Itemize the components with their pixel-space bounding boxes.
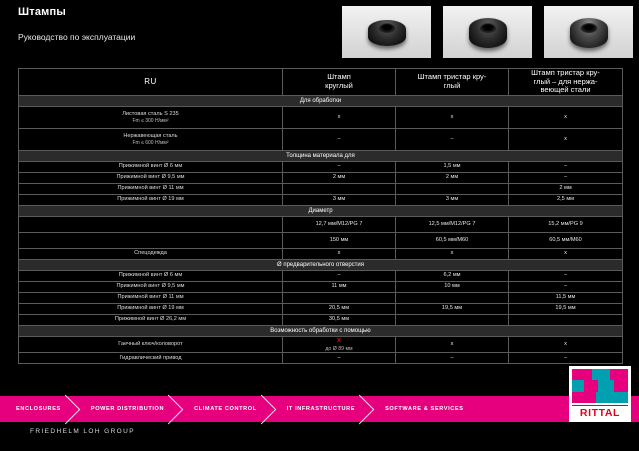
cell-value: x (509, 128, 623, 150)
table-row (19, 161, 623, 172)
row-label: Гаечный ключ/коловорот (19, 336, 283, 352)
cell-value: x (396, 106, 509, 128)
cell-value: 20,5 мм (283, 303, 396, 314)
column-header-line2: глый (443, 80, 461, 90)
section-header-processing (19, 95, 623, 106)
nav-item-enclosures[interactable] (0, 396, 75, 422)
row-label: Прижимной винт Ø 6 мм (19, 270, 283, 281)
section-title: Ø предварительного отверстия (19, 259, 623, 270)
table-row (19, 232, 623, 248)
column-header-line2: круглый (325, 80, 353, 90)
cell-value: 1,5 мм (396, 161, 509, 172)
table-row (19, 353, 623, 364)
section-header-diameter (19, 205, 623, 216)
stamp-round-image (368, 20, 406, 46)
photo-stamp-tristar-round (443, 6, 532, 58)
row-sublabel-text: Fm ≤ 300 Н/мм² (132, 117, 169, 124)
cell-value (509, 314, 623, 325)
cell-value: x (396, 336, 509, 352)
nav-item-it-infrastructure[interactable] (271, 396, 369, 422)
cell-value: – (396, 353, 509, 364)
photo-background (443, 6, 532, 58)
row-label (19, 128, 283, 150)
section-title: Толщина материала для (19, 150, 623, 161)
section-title: Для обработки (19, 95, 623, 106)
row-label (19, 232, 283, 248)
spec-table (18, 68, 623, 364)
row-label: Прижимной винт Ø 9,5 мм (19, 281, 283, 292)
nav-item-label: ENCLOSURES (16, 406, 61, 412)
table-row (19, 106, 623, 128)
table-row (19, 336, 623, 352)
cell-value: 12,5 мм/M12/PG 7 (396, 216, 509, 232)
nav-item-label: POWER DISTRIBUTION (90, 406, 165, 412)
cell-mark: x (337, 336, 341, 344)
spec-table-container (18, 68, 622, 364)
column-header-stamp-round (283, 69, 396, 96)
row-label: Гидравлический привод (19, 353, 283, 364)
logo-blocks-graphic (572, 369, 628, 403)
cell-value: – (283, 270, 396, 281)
row-label: Прижимной винт Ø 19 мм (19, 194, 283, 205)
stamp-tristar-stainless-image (570, 18, 608, 48)
cell-value: – (509, 353, 623, 364)
row-label: Прижимной винт Ø 11 мм (19, 183, 283, 194)
cell-value (396, 292, 509, 303)
photo-stamp-round (342, 6, 431, 58)
section-header-material-thickness (19, 150, 623, 161)
cell-value: 2 мм (283, 172, 396, 183)
table-row (19, 172, 623, 183)
page-subtitle: Руководство по эксплуатации (18, 32, 136, 42)
photo-background (544, 6, 633, 58)
cell-value: – (283, 161, 396, 172)
nav-item-label: CLIMATE CONTROL (194, 406, 257, 412)
nav-item-software-services[interactable] (369, 396, 477, 422)
column-header-line1: Штамп (327, 72, 351, 82)
section-title: Диаметр (19, 205, 623, 216)
nav-item-climate-control[interactable] (178, 396, 271, 422)
column-header-ru: RU (19, 69, 283, 96)
cell-value: 6,2 мм (396, 270, 509, 281)
table-header-row (19, 69, 623, 96)
cell-value: 60,5 мм/M60 (509, 232, 623, 248)
table-row (19, 216, 623, 232)
row-label (19, 106, 283, 128)
cell-value (283, 183, 396, 194)
cell-value: 19,5 мм (396, 303, 509, 314)
row-sublabel-text: Fm ≤ 600 Н/мм² (132, 139, 169, 146)
table-row (19, 292, 623, 303)
cell-value: – (283, 353, 396, 364)
cell-value: x (509, 336, 623, 352)
cell-value (396, 183, 509, 194)
cell-value: 150 мм (283, 232, 396, 248)
column-header-stamp-tristar-stainless (509, 69, 623, 96)
cell-value: x (509, 106, 623, 128)
row-label-text: Нержавеющая сталь (123, 132, 178, 139)
photo-background (342, 6, 431, 58)
cell-value: – (509, 270, 623, 281)
row-label: Прижимной винт Ø 11 мм (19, 292, 283, 303)
cell-value: 10 мм (396, 281, 509, 292)
brand-nav-bar (0, 396, 639, 422)
nav-items (0, 396, 560, 422)
cell-value: 3 мм (283, 194, 396, 205)
logo-wordmark: RITTAL (572, 405, 628, 419)
table-row (19, 194, 623, 205)
row-label: Спецодежда (19, 248, 283, 259)
cell-value: – (509, 161, 623, 172)
cell-value: – (283, 128, 396, 150)
column-header-line1: Штамп тристар кру- (417, 72, 487, 82)
cell-value: 11,5 мм (509, 292, 623, 303)
nav-item-label: IT INFRASTRUCTURE (286, 406, 356, 412)
column-header-line2: глый – для нержа- (533, 76, 598, 86)
row-label: Прижимной винт Ø 26,2 мм (19, 314, 283, 325)
table-row (19, 314, 623, 325)
footer-group-name: FRIEDHELM LOH GROUP (30, 428, 135, 435)
section-title: Возможность обработки с помощью (19, 325, 623, 336)
cell-value: 15,2 мм/PG 9 (509, 216, 623, 232)
cell-value: 2 мм (509, 183, 623, 194)
product-photos (342, 6, 634, 58)
table-row (19, 248, 623, 259)
cell-value: 2 мм (396, 172, 509, 183)
column-header-line3: веющей стали (540, 85, 591, 95)
nav-item-label: SOFTWARE & SERVICES (385, 406, 464, 412)
section-header-tooling (19, 325, 623, 336)
cell-value: 12,7 мм/M12/PG 7 (283, 216, 396, 232)
cell-value: x (509, 248, 623, 259)
row-label: Прижимной винт Ø 9,5 мм (19, 172, 283, 183)
cell-value: 11 мм (283, 281, 396, 292)
row-label: Прижимной винт Ø 19 мм (19, 303, 283, 314)
cell-value: 60,5 мм/M60 (396, 232, 509, 248)
table-row (19, 183, 623, 194)
rittal-logo (569, 366, 631, 422)
page-header (0, 0, 639, 64)
photo-stamp-tristar-round-stainless (544, 6, 633, 58)
nav-item-power-distribution[interactable] (75, 396, 178, 422)
cell-value: 30,5 мм (283, 314, 396, 325)
cell-value: x (283, 106, 396, 128)
table-row (19, 270, 623, 281)
cell-value: – (509, 281, 623, 292)
cell-value: – (509, 172, 623, 183)
table-row (19, 303, 623, 314)
stamp-tristar-image (469, 18, 507, 48)
cell-value (283, 336, 396, 352)
cell-value: x (396, 248, 509, 259)
section-header-pilot-hole (19, 259, 623, 270)
table-row (19, 128, 623, 150)
cell-value: 3 мм (396, 194, 509, 205)
column-header-line1: Штамп тристар кру- (531, 68, 600, 77)
table-row (19, 281, 623, 292)
cell-note: до Ø 89 мм (325, 345, 353, 352)
cell-value: 2,5 мм (509, 194, 623, 205)
column-header-stamp-tristar (396, 69, 509, 96)
cell-value: x (283, 248, 396, 259)
cell-value (396, 314, 509, 325)
page-title: Штампы (18, 6, 66, 18)
row-label: Прижимной винт Ø 6 мм (19, 161, 283, 172)
row-label-text: Листовая сталь S 235 (122, 110, 179, 117)
row-label (19, 216, 283, 232)
cell-value (283, 292, 396, 303)
cell-value: 19,5 мм (509, 303, 623, 314)
cell-value: – (396, 128, 509, 150)
